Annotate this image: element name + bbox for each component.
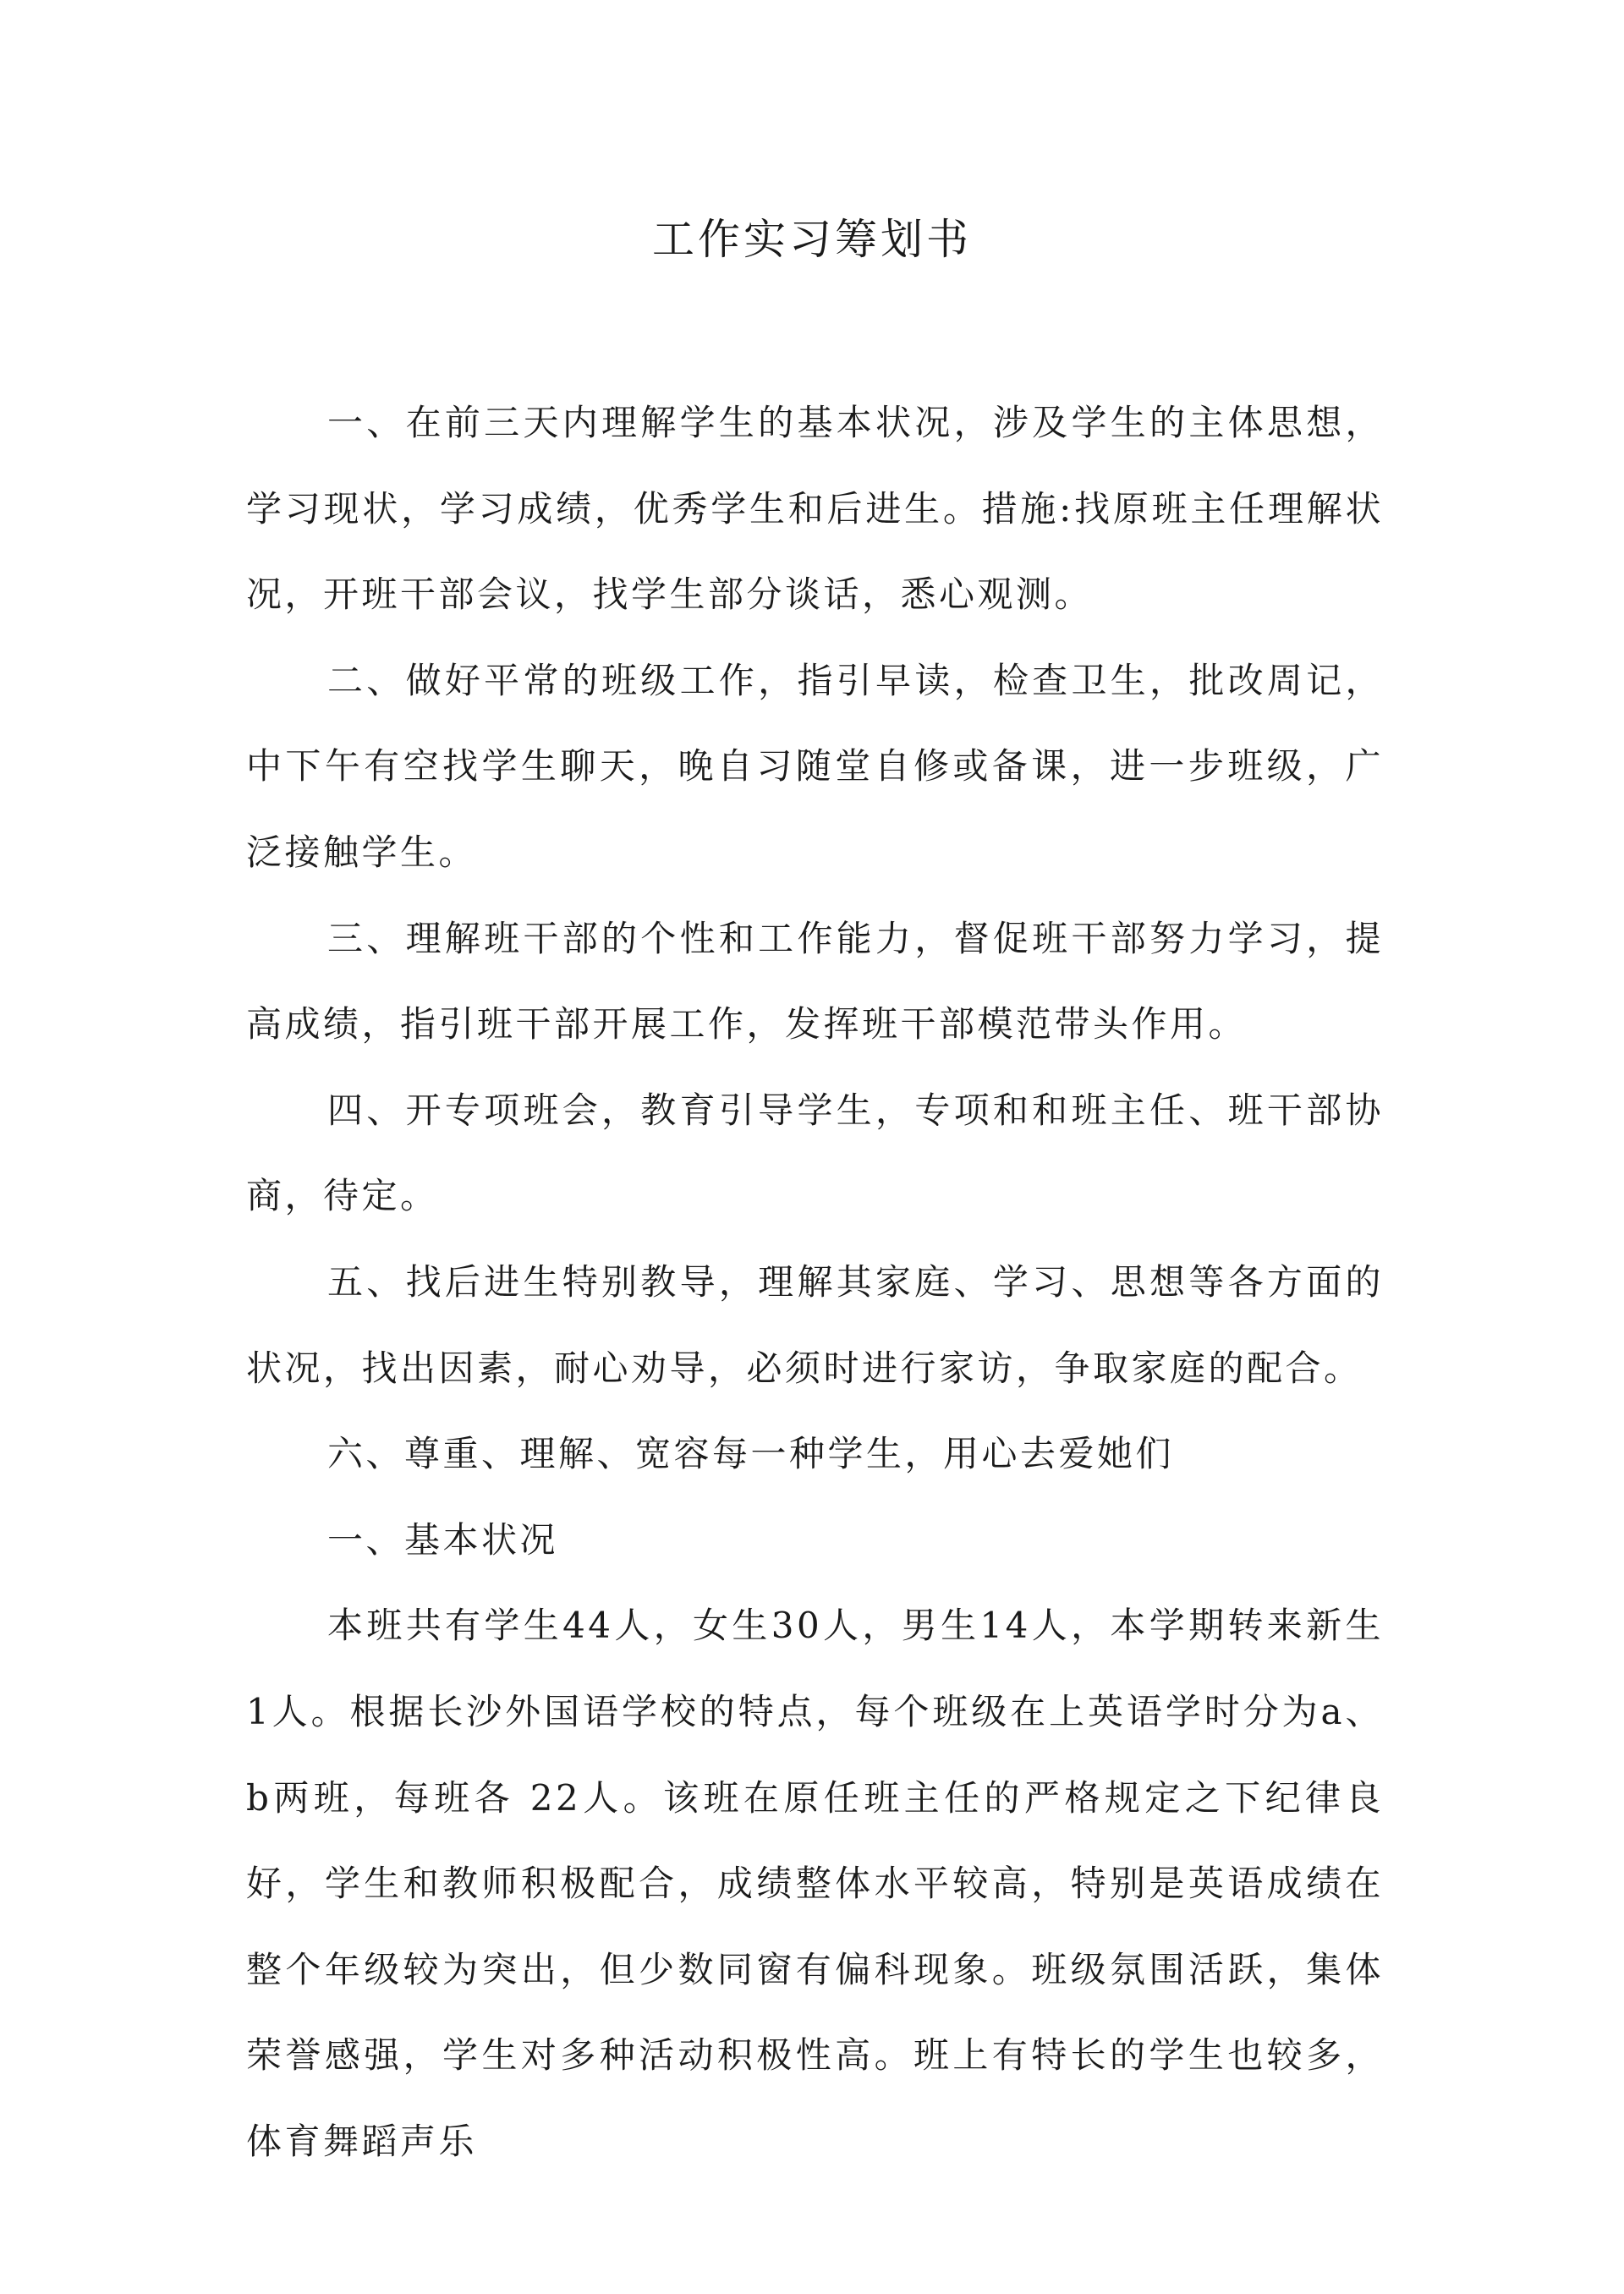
section-heading-basic-situation: 一、基本状况 [327, 1518, 559, 1561]
paragraph-4: 四、开专项班会，教育引导学生，专项和和班主任、班干部协商，待定。 [246, 1089, 1384, 1217]
paragraph-8: 本班共有学生44人，女生30人，男生14人，本学期转来新生1人。根据长沙外国语学校的特点，每个班级在上英语学时分为a、b两班，每班各 22人。该班在原任班主任的严格规定之下纪律良好，学生和教师积极配合，成绩整体水平较高，特别是英语成绩在整个年级较为突出，但少数同窗有偏科现象。班级氛围活跃，集体荣誉感强，学生对多种活动积极性高。班上有特长的学生也较多，体育舞蹈声乐 [246, 1605, 1384, 2162]
paragraph-3: 三、理解班干部的个性和工作能力，督促班干部努力学习，提高成绩，指引班干部开展工作，发挥班干部模范带头作用。 [246, 917, 1384, 1045]
paragraph-5: 五、找后进生特别教导，理解其家庭、学习、思想等各方面的状况，找出因素，耐心劝导，必须时进行家访，争取家庭的配合。 [246, 1260, 1384, 1389]
paragraph-6: 六、尊重、理解、宽容每一种学生，用心去爱她们 [327, 1433, 1175, 1475]
document-body [246, 380, 1384, 2184]
paragraph-2: 二、做好平常的班级工作，指引早读，检查卫生，批改周记，中下午有空找学生聊天，晚自习随堂自修或备课，进一步班级，广泛接触学生。 [246, 659, 1384, 873]
document-title: 工作实习筹划书 [652, 215, 972, 264]
paragraph-1: 一、在前三天内理解学生的基本状况，涉及学生的主体思想，学习现状，学习成绩，优秀学生和后进生。措施:找原班主任理解状况，开班干部会议，找学生部分谈话，悉心观测。 [246, 402, 1384, 616]
